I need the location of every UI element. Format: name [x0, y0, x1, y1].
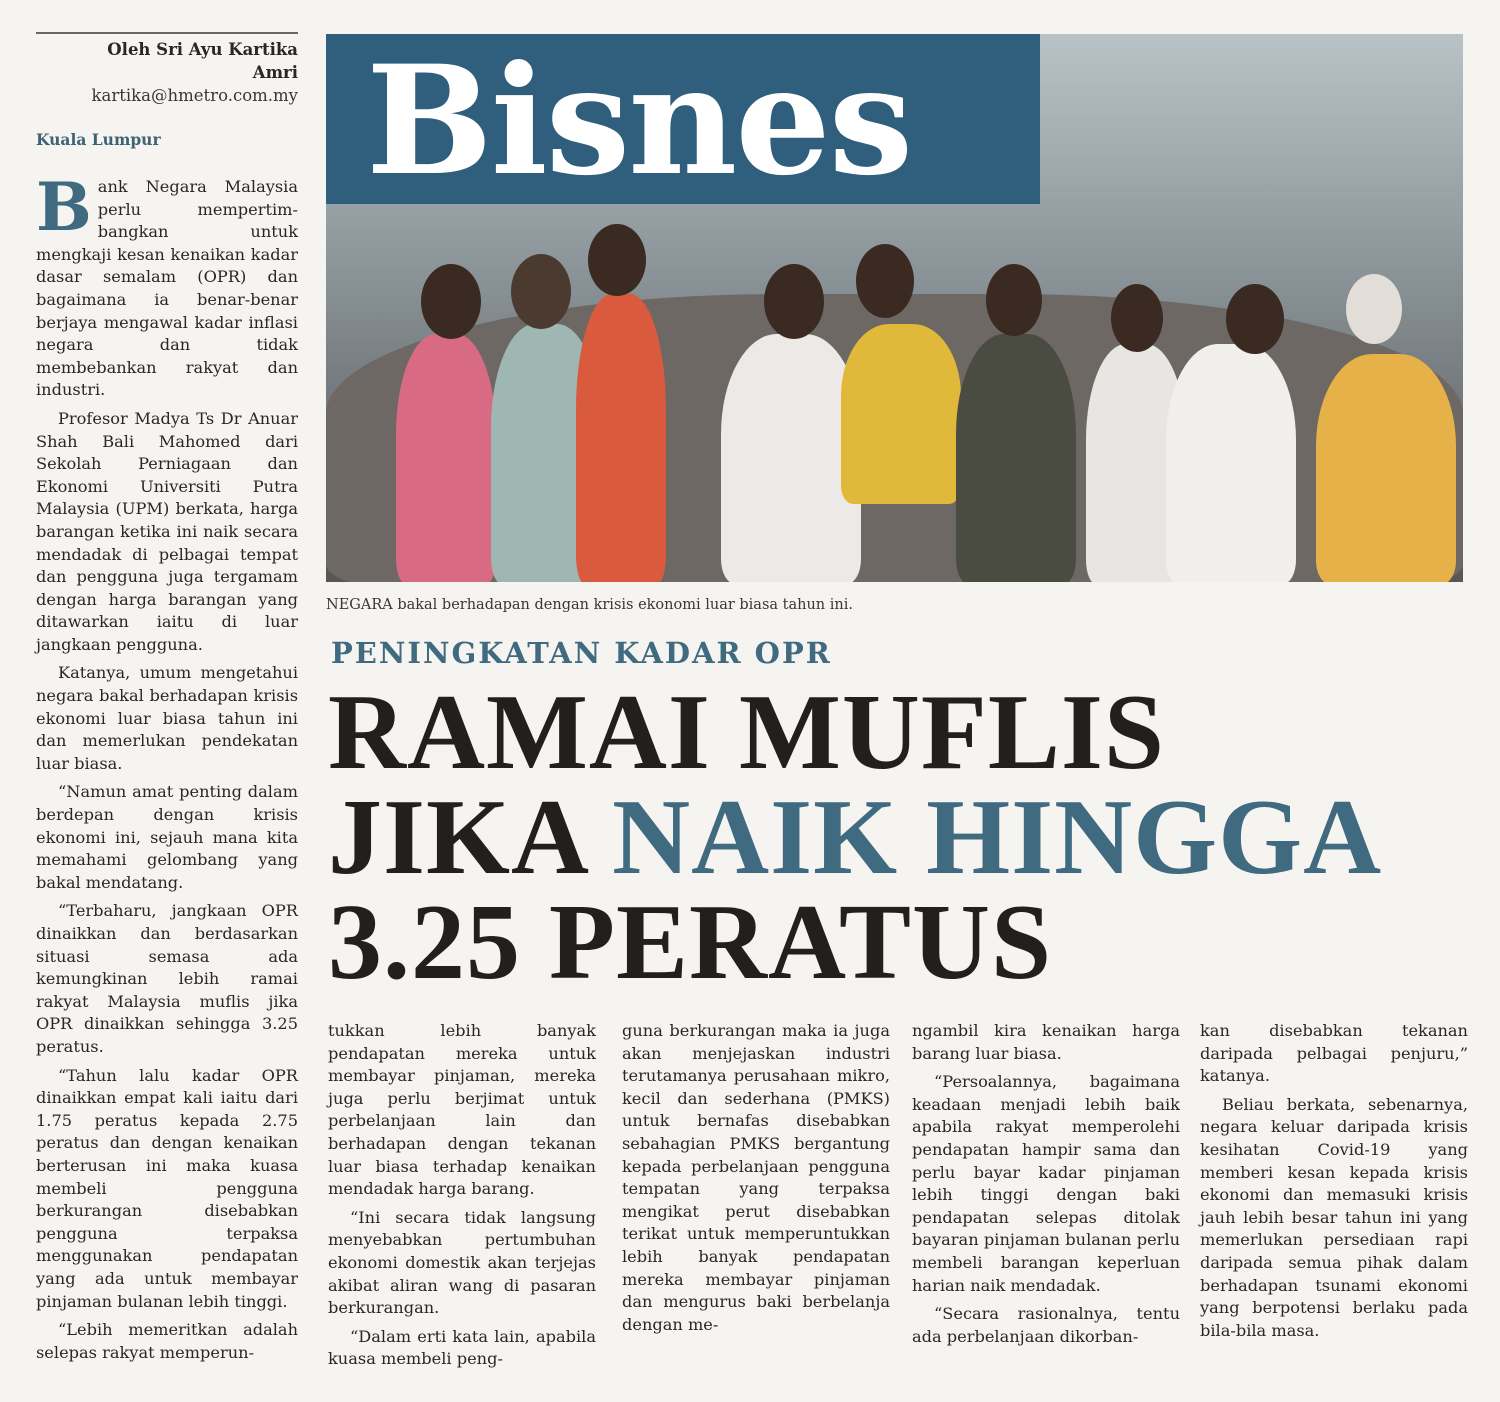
paragraph: “Secara rasionalnya, tentu ada perbelanjaan dikorban- [912, 1304, 1180, 1346]
section-label: Bisnes [366, 34, 912, 209]
person-head [1111, 284, 1163, 352]
author-email: kartika@hmetro.com.my [91, 86, 298, 105]
paragraph: “Terbaharu, jangkaan OPR dinaikkan dan berdasarkan situasi semasa ada kemungkinan lebih ramai rakyat Malaysia muflis jika OPR dinaikkan sehingga 3.25 peratus. [36, 901, 298, 1056]
article-column-3 [622, 1020, 890, 1342]
article-column-4 [912, 1020, 1180, 1354]
photo-caption: NEGARA bakal berhadapan dengan krisis ekonomi luar biasa tahun ini. [326, 597, 853, 613]
paragraph: “Persoalannya, bagaimana keadaan menjadi lebih baik apabila rakyat memperolehi pendapatan hampir sama dan perlu bayar kadar pinjaman lebih tinggi dengan baki pendapatan selepas ditolak bayaran pinjaman bulanan perlu membeli barangan keperluan harian naik mendadak. [912, 1072, 1180, 1295]
dateline: Kuala Lumpur [36, 130, 161, 149]
paragraph: ngambil kira kenaikan harga barang luar biasa. [912, 1021, 1180, 1063]
news-photo [326, 34, 1463, 582]
paragraph [36, 168, 298, 402]
paragraph: “Dalam erti kata lain, apabila kuasa membeli peng- [328, 1326, 596, 1369]
person-figure [576, 294, 666, 582]
paragraph: Profesor Madya Ts Dr Anuar Shah Bali Mahomed dari Sekolah Perniagaan dan Ekonomi Universiti Putra Malaysia (UPM) berkata, harga barangan ketika ini naik secara mendadak di pelbagai tempat dan pengguna juga tergamam dengan harga barangan yang ditawarkan iaitu di luar jangkaan pengguna. [36, 408, 298, 654]
person-head [1346, 274, 1402, 344]
headline-line-1: RAMAI MUFLIS [328, 673, 1165, 792]
paragraph: tukkan lebih banyak pendapatan mereka untuk membayar pinjaman, mereka juga perlu berjimat untuk perbelanjaan lain dan berhadapan dengan tekanan luar biasa terhadap kenaikan mendadak harga barang. [328, 1021, 596, 1199]
paragraph: “Lebih memeritkan adalah selepas rakyat memperun- [36, 1320, 298, 1362]
author-name-line1: Oleh Sri Ayu Kartika [107, 40, 298, 59]
paragraph: guna berkurangan maka ia juga akan menjejaskan industri terutamanya perusahaan mikro, kecil dan sederhana (PMKS) untuk bernafas disebabkan sebahagian PMKS bergantung kepada perbelanjaan pengguna tempatan yang terpaksa mengikat perut disebabkan terikat untuk memperuntukkan lebih banyak pendapatan mereka membayar pinjaman dan mengurus baki berbelanja dengan me- [622, 1021, 890, 1334]
headline-line-3: 3.25 PERATUS [328, 883, 1053, 1002]
author-name-line2: Amri [252, 63, 298, 82]
headline [328, 673, 1383, 1002]
paragraph-text: ank Negara Malaysia perlu mempertimbangkan untuk mengkaji kesan kenaikan kadar dasar semalam (OPR) dan bagaimana ia benar-benar berjaya mengawal kadar inflasi negara dan tidak membebankan rakyat dan industri. [36, 177, 298, 400]
headline-part: JIKA [328, 778, 613, 897]
person-head [986, 264, 1042, 336]
article-column-1 [36, 168, 298, 1370]
headline-highlight: NAIK HINGGA [612, 778, 1383, 897]
article-column-5 [1200, 1020, 1468, 1348]
section-banner [326, 34, 1040, 209]
byline [36, 38, 298, 107]
person-figure [841, 324, 961, 504]
paragraph: “Ini secara tidak langsung menyebabkan pertumbuhan ekonomi domestik akan terjejas akibat aliran wang di pasaran berkurangan. [328, 1207, 596, 1318]
person-head [1226, 284, 1284, 354]
article-column-2 [328, 1020, 596, 1377]
person-figure [1316, 354, 1456, 582]
person-figure [396, 334, 496, 582]
person-head [764, 264, 824, 339]
person-head [856, 244, 914, 318]
person-figure [956, 334, 1076, 582]
paragraph: “Namun amat penting dalam berdepan dengan krisis ekonomi ini, sejauh mana kita memahami gelombang yang bakal mendatang. [36, 782, 298, 892]
kicker: PENINGKATAN KADAR OPR [331, 636, 832, 670]
paragraph: Katanya, umum mengetahui negara bakal berhadapan krisis ekonomi luar biasa tahun ini dan memerlukan pendekatan luar biasa. [36, 663, 298, 773]
paragraph: Beliau berkata, sebenarnya, negara keluar daripada krisis kesihatan Covid-19 yang memberi kesan kepada krisis ekonomi dan memasuki krisis jauh lebih besar tahun ini yang memerlukan persediaan rapi daripada semua pihak dalam berhadapan tsunami ekonomi yang berpotensi berlaku pada bila-bila masa. [1200, 1094, 1468, 1340]
paragraph: “Tahun lalu kadar OPR dinaikkan empat kali iaitu dari 1.75 peratus kepada 2.75 peratus dan dengan kenaikan berterusan ini maka kuasa membeli pengguna berkurangan disebabkan pengguna terpaksa menggunakan pendapatan yang ada untuk membayar pinjaman bulanan lebih tinggi. [36, 1065, 298, 1311]
person-figure [1166, 344, 1296, 582]
drop-cap: B [36, 168, 92, 246]
person-head [421, 264, 481, 339]
headline-line-2 [328, 778, 1383, 897]
person-figure [721, 334, 861, 582]
person-head [511, 254, 571, 329]
paragraph: kan disebabkan tekanan daripada pelbagai penjuru,” katanya. [1200, 1021, 1468, 1086]
person-head [588, 224, 646, 296]
byline-rule [36, 32, 298, 34]
